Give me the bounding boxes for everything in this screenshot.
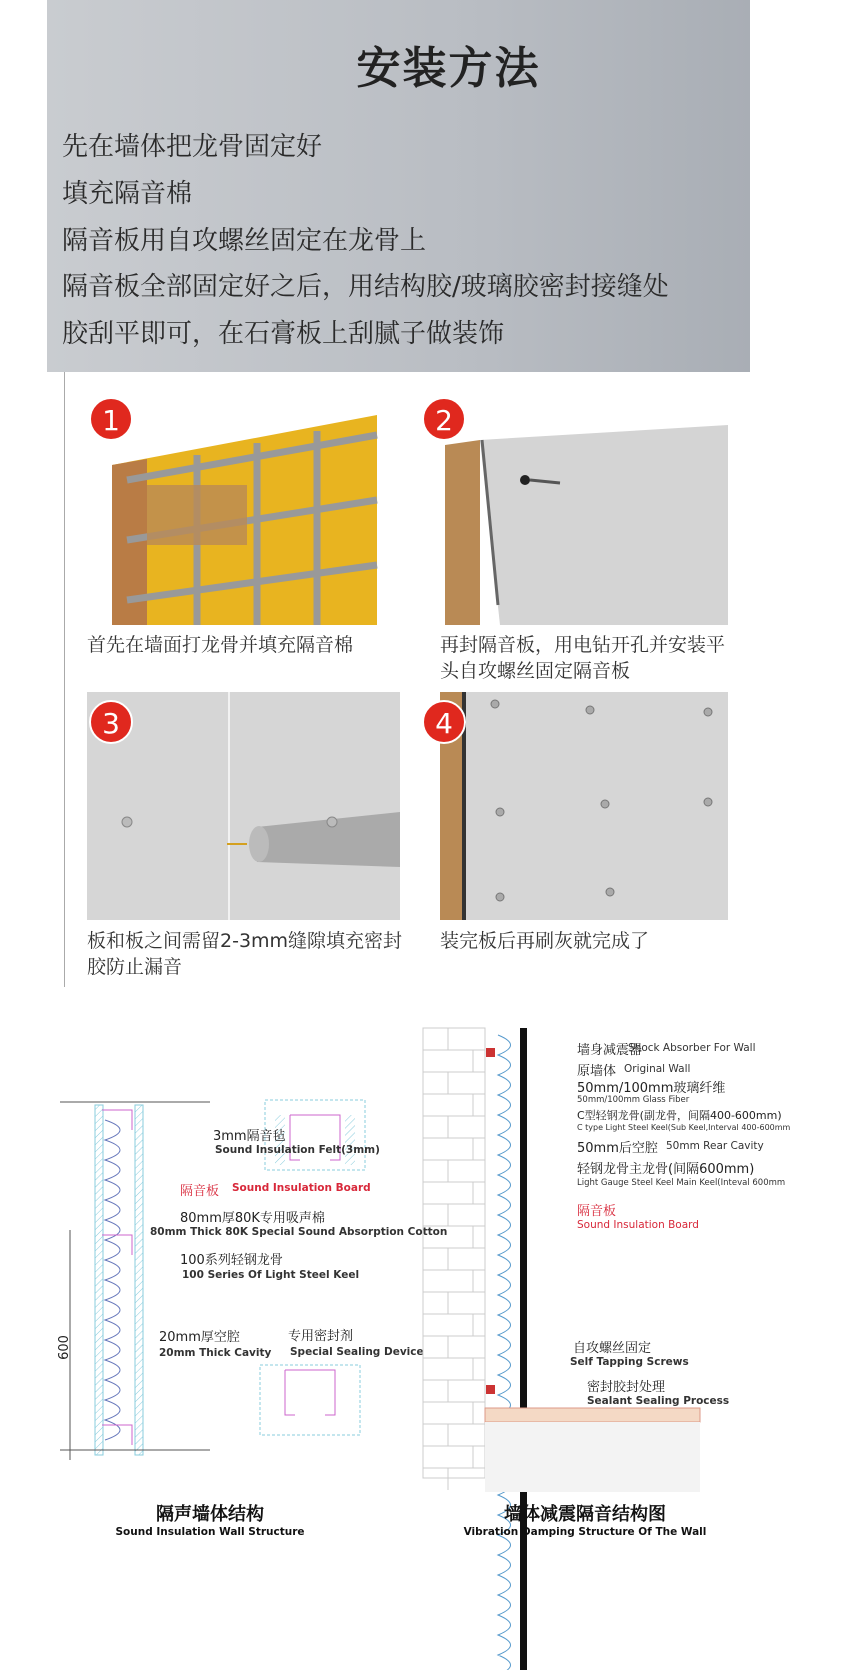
diagram-title-en: Sound Insulation Wall Structure (115, 1526, 305, 1538)
label-en: 100 Series Of Light Steel Keel (182, 1269, 360, 1281)
label-en: Sound Insulation Board (577, 1219, 699, 1231)
label-cn: 墙身减震器 (577, 1043, 643, 1058)
label-cn: 80mm厚80K专用吸声棉 (180, 1211, 325, 1226)
step-text: 胶刮平即可，在石膏板上刮腻子做装饰 (62, 319, 505, 349)
panel-caption: 板和板之间需留2-3mm缝隙填充密封胶防止漏音 (87, 930, 403, 978)
label-cn: 密封胶封处理 (587, 1380, 666, 1395)
label-en: Light Gauge Steel Keel Main Keel(Inteval 600mm (577, 1178, 786, 1188)
diagram-title-cn: 隔声墙体结构 (156, 1504, 264, 1525)
label-en: Sound Insulation Felt(3mm) (215, 1144, 380, 1156)
label-en: 20mm Thick Cavity (159, 1347, 272, 1359)
header-banner (47, 0, 750, 372)
label-cn: 自攻螺丝固定 (573, 1341, 652, 1356)
step-text: 隔音板全部固定好之后，用结构胶/玻璃胶密封接缝处 (62, 272, 669, 302)
step-number-badge: 2 (422, 397, 466, 441)
step-number-badge: 4 (422, 700, 466, 744)
diagram-title-en: Vibration Damping Structure Of The Wall (463, 1526, 707, 1538)
label-cn: 轻钢龙骨主龙骨(间隔600mm) (577, 1162, 755, 1177)
label-en: Shock Absorber For Wall (628, 1042, 756, 1054)
label-en: Special Sealing Device (290, 1346, 424, 1358)
label-en: Original Wall (624, 1063, 691, 1075)
label-cn: 3mm隔音毡 (213, 1129, 286, 1144)
label-cn: 50mm/100mm玻璃纤维 (577, 1081, 726, 1096)
panel-caption: 装完板后再刷灰就完成了 (440, 930, 650, 952)
label-cn: 专用密封剂 (288, 1329, 354, 1344)
label-cn: 20mm厚空腔 (159, 1330, 240, 1345)
label-en: Self Tapping Screws (570, 1356, 689, 1368)
step-text: 填充隔音棉 (62, 179, 193, 209)
label-cn: 隔音板 (180, 1184, 220, 1199)
label-cn: C型轻钢龙骨(副龙骨，间隔400-600mm) (577, 1109, 782, 1122)
label-en: Sealant Sealing Process (587, 1395, 730, 1407)
page-title: 安装方法 (356, 43, 541, 94)
panel-caption: 再封隔音板，用电钻开孔并安装平头自攻螺丝固定隔音板 (440, 634, 726, 682)
panel-caption: 首先在墙面打龙骨并填充隔音棉 (87, 634, 354, 656)
label-en: 50mm Rear Cavity (666, 1140, 764, 1152)
label-en: C type Light Steel Keel(Sub Keel,Interval 400-600mm (577, 1123, 791, 1132)
wall-structure-drawing (50, 1020, 430, 1470)
label-cn: 原墙体 (577, 1064, 617, 1079)
label-cn: 100系列轻钢龙骨 (180, 1253, 283, 1268)
divider (64, 372, 65, 987)
step-text: 隔音板用自攻螺丝固定在龙骨上 (62, 226, 427, 256)
diagram-title-cn: 墙体减震隔音结构图 (504, 1504, 666, 1525)
label-cn: 50mm后空腔 (577, 1141, 658, 1156)
dimension-label: 600 (56, 1335, 72, 1360)
step-number-badge: 3 (89, 700, 133, 744)
panel-image-4 (435, 692, 728, 920)
label-en: 50mm/100mm Glass Fiber (577, 1095, 690, 1105)
panel-image-2 (435, 395, 728, 625)
label-en: Sound Insulation Board (232, 1182, 371, 1194)
panel-image-1 (87, 395, 385, 625)
label-cn: 隔音板 (577, 1204, 617, 1219)
panel-image-3 (87, 692, 400, 920)
step-number-badge: 1 (89, 397, 133, 441)
label-en: 80mm Thick 80K Special Sound Absorption Cotton (150, 1226, 448, 1238)
step-text: 先在墙体把龙骨固定好 (62, 132, 323, 162)
